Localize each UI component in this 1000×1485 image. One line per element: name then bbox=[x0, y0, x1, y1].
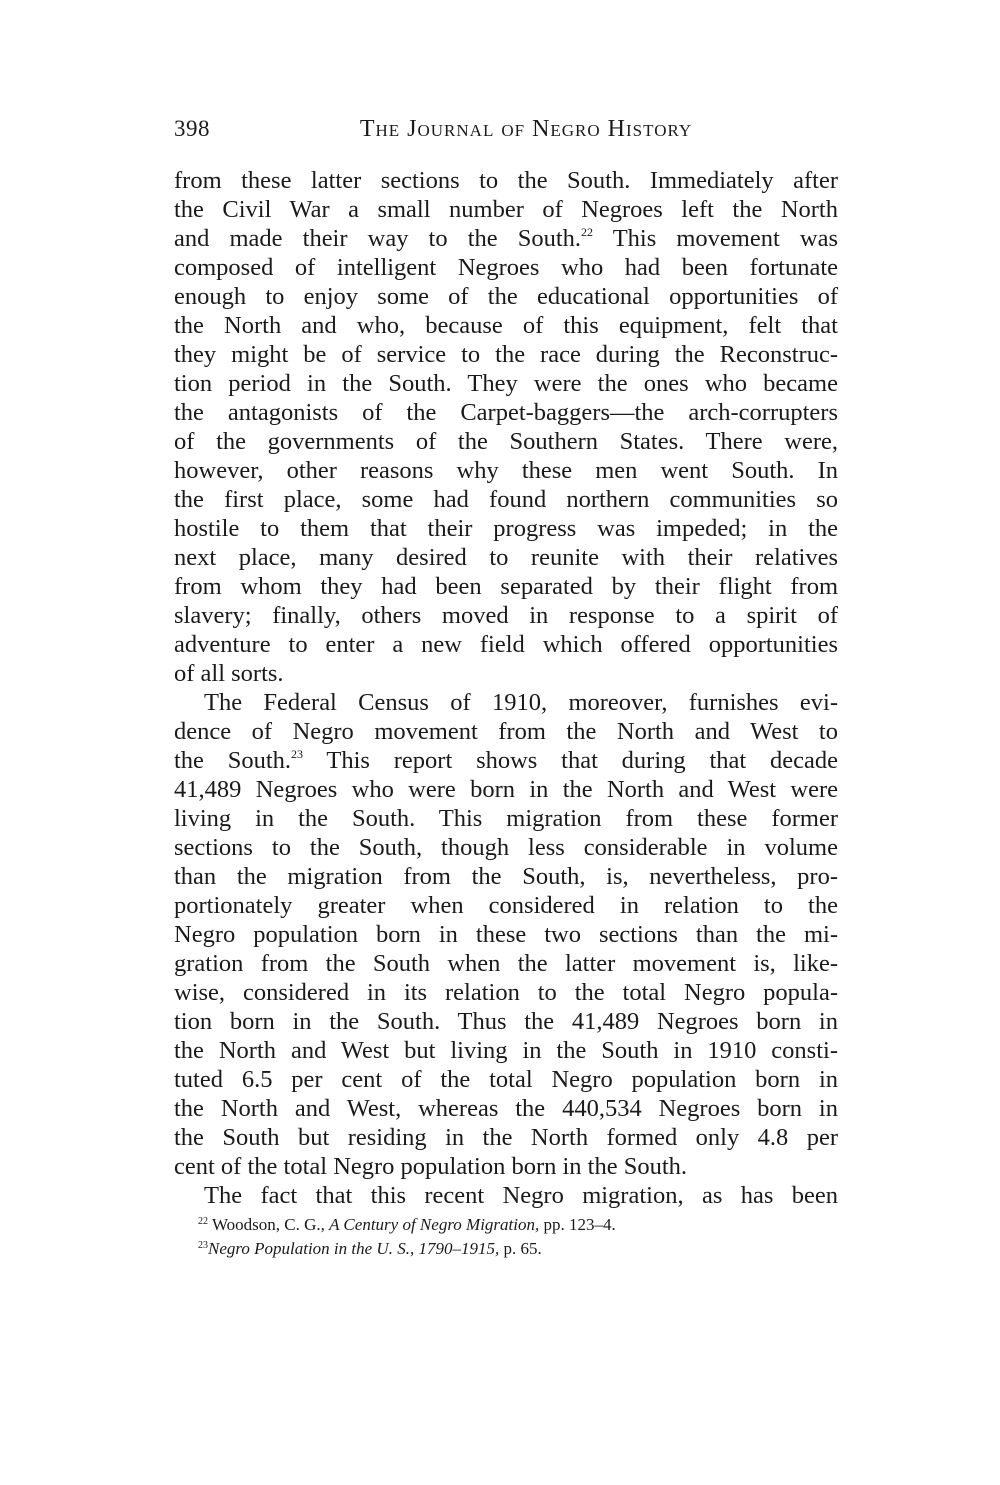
footnote-text: pp. 123–4. bbox=[539, 1215, 616, 1234]
footnote-text: Woodson, C. G., bbox=[208, 1215, 330, 1234]
footnote-marker: 22 bbox=[198, 1216, 208, 1227]
page-number: 398 bbox=[174, 116, 210, 141]
text-line: the first place, some had found northern communities so bbox=[174, 486, 838, 513]
text-line: tion born in the South. Thus the 41,489 Negroes born in bbox=[174, 1008, 838, 1035]
text-line: next place, many desired to reunite with their relatives bbox=[174, 544, 838, 571]
text-line: of the governments of the Southern States. There were, bbox=[174, 428, 838, 455]
text-line: the North and who, because of this equipment, felt that bbox=[174, 312, 838, 339]
text-line bbox=[174, 746, 838, 775]
text-line: tion period in the South. They were the ones who became bbox=[174, 370, 838, 397]
text-line: living in the South. This migration from these former bbox=[174, 805, 838, 832]
text-line bbox=[174, 224, 838, 253]
text-line: the antagonists of the Carpet-baggers—the arch-corrupters bbox=[174, 399, 838, 426]
paragraph-start-line: The Federal Census of 1910, moreover, furnishes evi- bbox=[204, 689, 838, 716]
footnote-marker: 23 bbox=[198, 1240, 208, 1251]
text-line: the North and West but living in the South in 1910 consti- bbox=[174, 1037, 838, 1064]
body-text bbox=[174, 166, 838, 1210]
text-line: wise, considered in its relation to the total Negro popula- bbox=[174, 979, 838, 1006]
text-line: however, other reasons why these men went South. In bbox=[174, 457, 838, 484]
footnote bbox=[198, 1237, 818, 1261]
running-head bbox=[174, 112, 838, 148]
text-line: of all sorts. bbox=[174, 660, 284, 687]
text-line: composed of intelligent Negroes who had been fortunate bbox=[174, 254, 838, 281]
footnote-text: p. 65. bbox=[499, 1239, 542, 1258]
text-line: they might be of service to the race during the Reconstruc- bbox=[174, 341, 838, 368]
text-line: the South but residing in the North formed only 4.8 per bbox=[174, 1124, 838, 1151]
text-line: the North and West, whereas the 440,534 Negroes born in bbox=[174, 1095, 838, 1122]
text-fragment: and made their way to the South. bbox=[174, 225, 582, 252]
footnote bbox=[198, 1213, 818, 1237]
text-fragment: This report shows that during that decade bbox=[303, 747, 838, 774]
journal-title: The Journal of Negro History bbox=[359, 116, 693, 142]
text-line: dence of Negro movement from the North and West to bbox=[174, 718, 838, 745]
text-line: from these latter sections to the South. Immediately after bbox=[174, 167, 838, 194]
paragraph-start-line: The fact that this recent Negro migration, as has been bbox=[204, 1182, 838, 1209]
text-line: from whom they had been separated by their flight from bbox=[174, 573, 838, 600]
text-line: tuted 6.5 per cent of the total Negro population born in bbox=[174, 1066, 838, 1093]
text-line: 41,489 Negroes who were born in the North and West were bbox=[174, 776, 838, 803]
text-line: enough to enjoy some of the educational opportunities of bbox=[174, 283, 838, 310]
text-line: the Civil War a small number of Negroes left the North bbox=[174, 196, 838, 223]
text-line: sections to the South, though less considerable in volume bbox=[174, 834, 838, 861]
footnote-ref: 22 bbox=[581, 225, 594, 239]
text-line: than the migration from the South, is, nevertheless, pro- bbox=[174, 863, 838, 890]
footnote-title: A Century of Negro Migration, bbox=[329, 1215, 540, 1234]
text-line: hostile to them that their progress was impeded; in the bbox=[174, 515, 838, 542]
text-line: adventure to enter a new field which offered opportunities bbox=[174, 631, 838, 658]
text-line: Negro population born in these two sections than the mi- bbox=[174, 921, 838, 948]
text-fragment: the South. bbox=[174, 747, 292, 774]
text-line: gration from the South when the latter movement is, like- bbox=[174, 950, 838, 977]
text-fragment: This movement was bbox=[593, 225, 838, 252]
text-line: portionately greater when considered in relation to the bbox=[174, 892, 838, 919]
footnote-title: Negro Population in the U. S., 1790–1915, bbox=[208, 1239, 500, 1258]
text-line: cent of the total Negro population born in the South. bbox=[174, 1153, 688, 1180]
footnote-ref: 23 bbox=[291, 747, 304, 761]
text-line: slavery; finally, others moved in response to a spirit of bbox=[174, 602, 838, 629]
footnotes bbox=[198, 1213, 818, 1261]
